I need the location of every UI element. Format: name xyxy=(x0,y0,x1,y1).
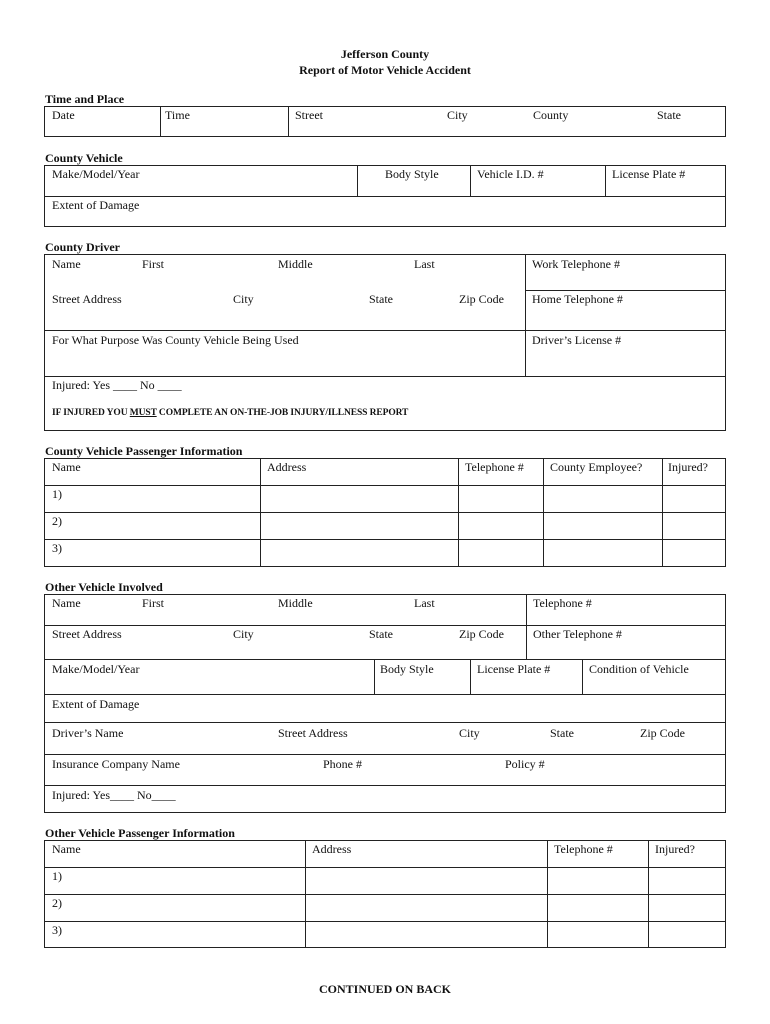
section-title-county-passengers: County Vehicle Passenger Information xyxy=(45,444,243,458)
ov-driver-zip-field[interactable]: Zip Code xyxy=(640,726,685,740)
cv-body-style-field[interactable]: Body Style xyxy=(385,167,439,181)
ov-last-name-field[interactable]: Last xyxy=(414,596,435,610)
op-row-1[interactable]: 1) xyxy=(52,869,62,883)
cv-plate-field[interactable]: License Plate # xyxy=(612,167,686,181)
injury-report-notice: IF INJURED YOU MUST COMPLETE AN ON-THE-JOB INJURY/ILLNESS REPORT xyxy=(52,408,409,418)
time-place-table xyxy=(44,106,726,137)
op-row-2[interactable]: 2) xyxy=(52,896,62,910)
ov-insurance-field[interactable]: Insurance Company Name xyxy=(52,757,180,771)
ov-damage-field[interactable]: Extent of Damage xyxy=(52,697,140,711)
ov-plate-field[interactable]: License Plate # xyxy=(477,662,551,676)
cp-row-3[interactable]: 3) xyxy=(52,541,62,555)
time-field[interactable]: Time xyxy=(165,108,190,122)
street-field[interactable]: Street xyxy=(295,108,323,122)
state-field[interactable]: State xyxy=(657,108,681,122)
cd-last-name-field[interactable]: Last xyxy=(414,257,435,271)
section-title-county-driver: County Driver xyxy=(45,240,120,254)
ov-driver-city-field[interactable]: City xyxy=(459,726,480,740)
cd-zip-field[interactable]: Zip Code xyxy=(459,292,504,306)
cd-first-name-field[interactable]: First xyxy=(142,257,165,271)
form-org-title: Jefferson County xyxy=(340,47,430,61)
cd-purpose-field[interactable]: For What Purpose Was County Vehicle Being Used xyxy=(52,333,299,347)
cd-name-label: Name xyxy=(52,257,81,271)
cp-col-telephone: Telephone # xyxy=(465,460,524,474)
op-col-telephone: Telephone # xyxy=(554,842,613,856)
cd-injured-field[interactable]: Injured: Yes ____ No ____ xyxy=(52,378,182,392)
cp-col-name: Name xyxy=(52,460,81,474)
ov-policy-field[interactable]: Policy # xyxy=(505,757,545,771)
ov-phone-field[interactable]: Phone # xyxy=(323,757,362,771)
ov-make-field[interactable]: Make/Model/Year xyxy=(52,662,140,676)
date-field[interactable]: Date xyxy=(52,108,75,122)
ov-street-field[interactable]: Street Address xyxy=(52,627,122,641)
cp-col-address: Address xyxy=(267,460,307,474)
cv-vin-field[interactable]: Vehicle I.D. # xyxy=(477,167,544,181)
op-col-name: Name xyxy=(52,842,81,856)
ov-driver-street-field[interactable]: Street Address xyxy=(278,726,348,740)
cp-row-2[interactable]: 2) xyxy=(52,514,62,528)
continued-on-back-note: CONTINUED ON BACK xyxy=(318,982,451,996)
cd-license-field[interactable]: Driver’s License # xyxy=(532,333,622,347)
section-title-other-passengers: Other Vehicle Passenger Information xyxy=(45,826,235,840)
ov-city-field[interactable]: City xyxy=(233,627,254,641)
section-title-county-vehicle: County Vehicle xyxy=(45,151,123,165)
ov-state-field[interactable]: State xyxy=(369,627,393,641)
cv-make-field[interactable]: Make/Model/Year xyxy=(52,167,140,181)
county-field[interactable]: County xyxy=(533,108,569,122)
section-title-time-place: Time and Place xyxy=(45,92,125,106)
ov-first-name-field[interactable]: First xyxy=(142,596,165,610)
ov-middle-name-field[interactable]: Middle xyxy=(278,596,313,610)
ov-body-style-field[interactable]: Body Style xyxy=(380,662,434,676)
section-title-other-vehicle: Other Vehicle Involved xyxy=(45,580,163,594)
cd-home-tel-field[interactable]: Home Telephone # xyxy=(532,292,623,306)
ov-injured-field[interactable]: Injured: Yes____ No____ xyxy=(52,788,176,802)
city-field[interactable]: City xyxy=(447,108,468,122)
ov-name-label: Name xyxy=(52,596,81,610)
cd-middle-name-field[interactable]: Middle xyxy=(278,257,313,271)
ov-telephone-field[interactable]: Telephone # xyxy=(533,596,592,610)
cd-state-field[interactable]: State xyxy=(369,292,393,306)
cp-col-employee: County Employee? xyxy=(550,460,643,474)
ov-condition-field[interactable]: Condition of Vehicle xyxy=(589,662,689,676)
ov-zip-field[interactable]: Zip Code xyxy=(459,627,504,641)
op-col-injured: Injured? xyxy=(655,842,695,856)
op-col-address: Address xyxy=(312,842,352,856)
ov-driver-name-field[interactable]: Driver’s Name xyxy=(52,726,124,740)
cd-work-tel-field[interactable]: Work Telephone # xyxy=(532,257,620,271)
cv-damage-field[interactable]: Extent of Damage xyxy=(52,198,140,212)
form-title: Report of Motor Vehicle Accident xyxy=(299,63,471,77)
ov-driver-state-field[interactable]: State xyxy=(550,726,574,740)
cd-city-field[interactable]: City xyxy=(233,292,254,306)
op-row-3[interactable]: 3) xyxy=(52,923,62,937)
cd-street-field[interactable]: Street Address xyxy=(52,292,122,306)
ov-other-tel-field[interactable]: Other Telephone # xyxy=(533,627,622,641)
cp-col-injured: Injured? xyxy=(668,460,708,474)
cp-row-1[interactable]: 1) xyxy=(52,487,62,501)
